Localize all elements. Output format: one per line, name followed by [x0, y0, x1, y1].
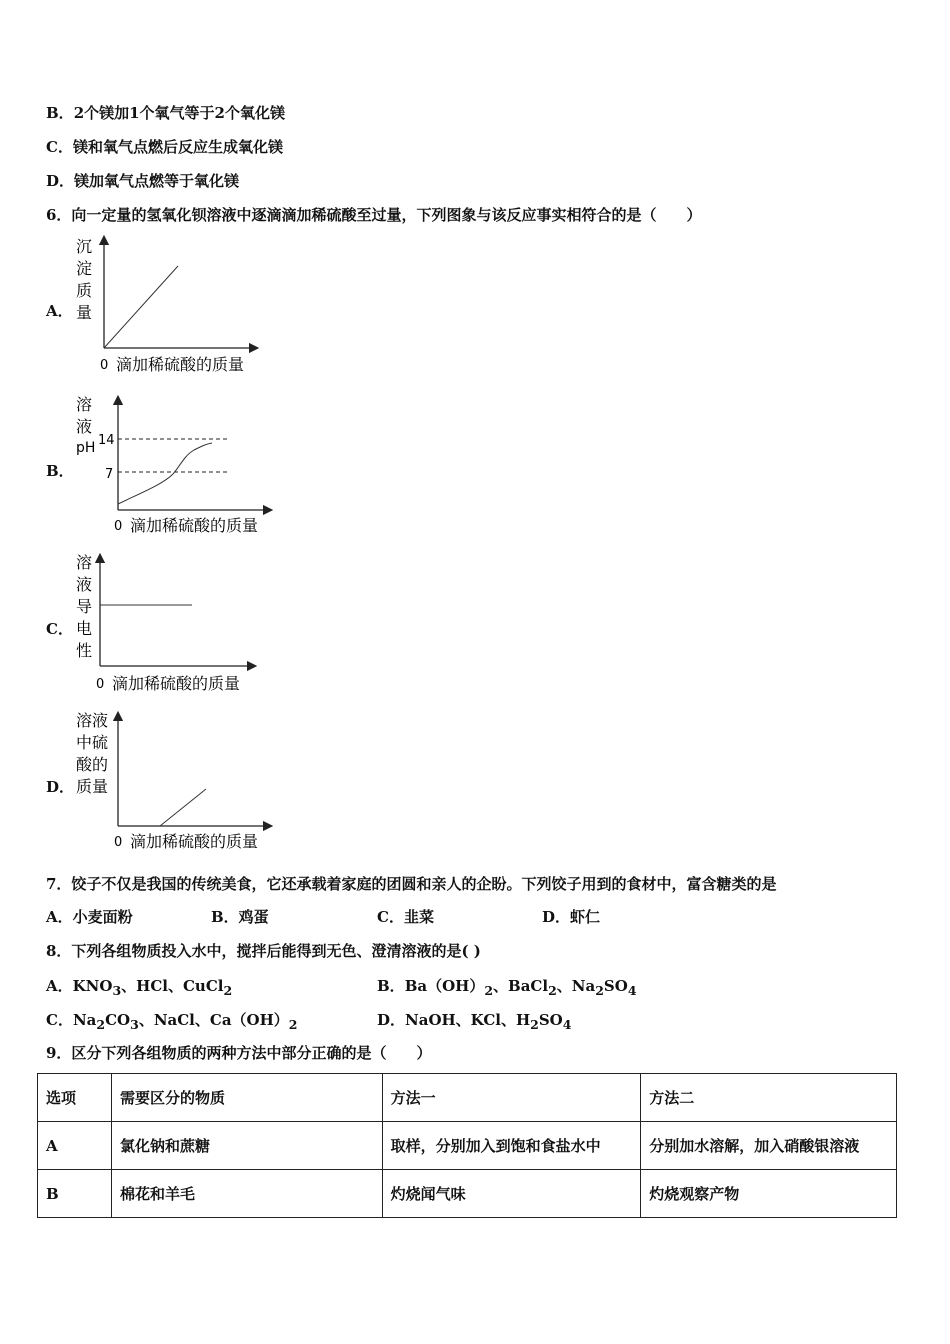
- table-row: [38, 1122, 897, 1170]
- y-label-char: 电: [76, 619, 93, 638]
- origin-label: 0: [114, 835, 123, 850]
- q8-stem: 8．下列各组物质投入水中，搅拌后能得到无色、澄清溶液的是( ): [46, 942, 481, 960]
- q9-stem: 9．区分下列各组物质的两种方法中部分正确的是（ ）: [46, 1044, 432, 1062]
- table-cell: 棉花和羊毛: [111, 1170, 382, 1218]
- y-label-char: 质: [76, 281, 93, 300]
- x-axis-label: 滴加稀硫酸的质量: [130, 832, 259, 851]
- table-cell: 灼烧观察产物: [641, 1170, 897, 1218]
- q7-stem: 7．饺子不仅是我国的传统美食，它还承载着家庭的团圆和亲人的企盼。下列饺子用到的食材中，富含糖类的是: [46, 875, 777, 893]
- table-header-cell: 方法一: [382, 1074, 641, 1122]
- q6-option-c-label: C．: [46, 620, 73, 638]
- y-label-char: 液: [76, 575, 93, 594]
- q5-option-c: C．镁和氧气点燃后反应生成氧化镁: [46, 138, 283, 156]
- table-header-cell: 需要区分的物质: [111, 1074, 382, 1122]
- q5-option-d: D．镁加氧气点燃等于氧化镁: [46, 172, 240, 190]
- q7-option-b: B．鸡蛋: [211, 908, 269, 926]
- q5-option-b: B．2个镁加1个氧气等于2个氧化镁: [46, 104, 285, 122]
- q8-option-d: D．NaOH、KCl、$H_2SO_4$: [377, 1011, 572, 1032]
- tick-7: 7: [105, 467, 114, 482]
- y-label-char: 液: [76, 417, 93, 436]
- table-cell: B: [38, 1170, 112, 1218]
- q6-graph-d: [68, 708, 278, 858]
- y-label-char: 沉: [76, 237, 93, 256]
- x-axis-label: 滴加稀硫酸的质量: [130, 516, 259, 535]
- table-cell: A: [38, 1122, 112, 1170]
- q6-graph-a: [68, 232, 268, 380]
- y-label-char: pH: [76, 440, 96, 456]
- acid-mass-line: [160, 789, 206, 826]
- x-axis-label: 滴加稀硫酸的质量: [112, 674, 241, 693]
- q6-option-a-label: A．: [46, 302, 73, 320]
- y-label-char: 中硫: [76, 733, 109, 752]
- y-label-char: 酸的: [76, 755, 109, 774]
- table-cell: 氯化钠和蔗糖: [111, 1122, 382, 1170]
- table-cell: 分别加水溶解，加入硝酸银溶液: [641, 1122, 897, 1170]
- y-label-char: 质量: [76, 777, 109, 796]
- origin-label: 0: [114, 519, 123, 534]
- table-header-row: [38, 1074, 897, 1122]
- y-label-char: 溶: [76, 395, 93, 414]
- y-label-char: 性: [76, 641, 93, 660]
- q6-stem: 6．向一定量的氢氧化钡溶液中逐滴滴加稀硫酸至过量，下列图象与该反应事实相符合的是（ ）: [46, 206, 702, 224]
- tick-14: 14: [98, 433, 115, 448]
- ph-curve: [118, 443, 212, 504]
- q9-table: [37, 1073, 897, 1218]
- table-row: [38, 1170, 897, 1218]
- q8-option-a: A．$KNO_3$、HCl、CuCl$_2$: [46, 977, 233, 998]
- y-label-char: 量: [76, 303, 93, 322]
- q6-graph-c: [68, 550, 268, 698]
- x-axis-label: 滴加稀硫酸的质量: [116, 355, 245, 374]
- q6-option-d-label: D．: [46, 778, 75, 796]
- q6-graph-b: [68, 392, 288, 542]
- origin-label: 0: [96, 677, 105, 692]
- table-cell: 灼烧闻气味: [382, 1170, 641, 1218]
- y-label-char: 导: [76, 597, 93, 616]
- y-label-char: 溶: [76, 553, 93, 572]
- q8-option-c: C．$Na_2CO_3$、NaCl、$Ca(OH)_2$: [46, 1011, 298, 1032]
- y-label-char: 淀: [76, 259, 93, 278]
- q7-option-a: A．小麦面粉: [46, 908, 133, 926]
- y-label-char: 溶液: [76, 711, 109, 730]
- q8-option-b: B．$Ba(OH)_2$、BaCl$_2$、$Na_2SO_4$: [377, 977, 637, 998]
- origin-label: 0: [100, 358, 109, 373]
- table-header-cell: 方法二: [641, 1074, 897, 1122]
- table-header-cell: 选项: [38, 1074, 112, 1122]
- q7-option-d: D．虾仁: [542, 908, 601, 926]
- q7-option-c: C．韭菜: [377, 908, 434, 926]
- table-cell: 取样，分别加入到饱和食盐水中: [382, 1122, 641, 1170]
- precipitate-line: [104, 266, 178, 348]
- q6-option-b-label: B．: [46, 462, 74, 480]
